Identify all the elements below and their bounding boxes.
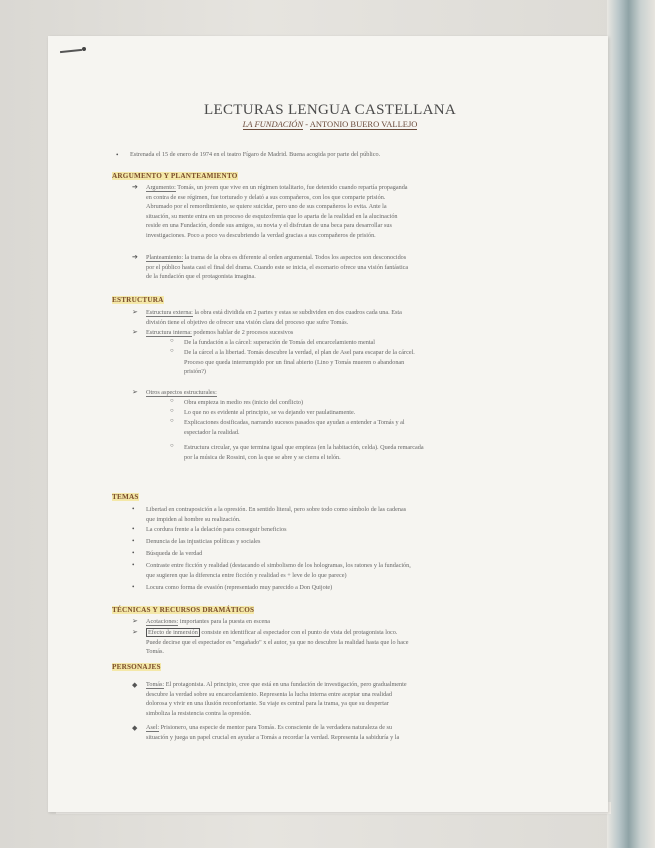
text-line: Explicaciones dosificadas, narrando sucesos pasados que ayudan a entender a Tomás y al: [184, 419, 405, 426]
text-line: Abrumado por el remordimiento, se quiere suicidar, pero uno de sus compañeros lo evita. Ante la: [146, 203, 387, 210]
text-line: podemos hablar de 2 procesos sucesivos: [193, 329, 294, 336]
section-heading-estructura: ESTRUCTURA: [112, 296, 164, 304]
estructura-interna: [146, 328, 556, 338]
personaje-tomas: [146, 680, 556, 718]
text-line: división tiene el objetivo de ofrecer una visión clara del proceso que sufre Tomás.: [146, 318, 349, 326]
otros-item: [184, 398, 554, 408]
text-line: por la música de Rossini, con la que se abre y se cierra el telón.: [184, 453, 341, 461]
text-line: la obra está dividida en 2 partes y estas se subdividen en dos cuadros cada una. Esta: [194, 309, 402, 316]
arrowhead-icon: ➢: [132, 628, 138, 636]
document-title: LECTURAS LENGUA CASTELLANA: [204, 102, 456, 118]
text-line: la trama de la obra es diferente al orden argumental. Todos los aspectos son desconocidos: [184, 254, 407, 261]
circle-bullet-icon: ○: [170, 348, 174, 354]
section-heading-argumento: ARGUMENTO Y PLANTEAMIENTO: [112, 172, 238, 180]
text-line: Puede decirse que el espectador es "engañado" x el autor, ya que no descubre la realidad hasta que lo hace: [146, 638, 409, 646]
tema-item: Denuncia de las injusticias políticas y sociales: [146, 538, 261, 545]
text-line: consiste en identificar al espectador con el punto de vista del protagonista loco.: [201, 629, 398, 636]
text-line: descubre la verdad sobre su encarcelamiento. Representa la lucha interna entre aceptar una realidad: [146, 690, 392, 698]
arrow-icon: ➔: [132, 253, 138, 261]
text-line: Tomás, un joven que vive en un régimen totalitario, fue detenido cuando repartía propaganda: [177, 184, 408, 191]
intro-text: Estrenada el 15 de enero de 1974 en el teatro Fígaro de Madrid. Buena acogida por parte del público.: [130, 151, 381, 158]
arrowhead-icon: ➢: [132, 388, 138, 396]
tema-item: Búsqueda de la verdad: [146, 550, 203, 557]
background-fabric: [607, 0, 655, 848]
text-line: prisión?): [184, 368, 206, 375]
diamond-bullet-icon: ◆: [132, 681, 138, 689]
text-line: Prisionero, una especie de mentor para Tomás. Es consciente de la verdadera naturaleza de su: [160, 724, 392, 731]
text-line: situación y juega un papel crucial en ayudar a Tomás a recordar la verdad. Representa la sabiduría y la: [146, 733, 400, 741]
text-line: en contra de ese régimen, fue torturado y delató a sus compañeros, con los que comparte prisión.: [146, 193, 386, 201]
text-line: Obra empieza in medio res (inicio del conflicto): [184, 399, 304, 406]
diamond-bullet-icon: ◆: [132, 724, 138, 732]
planteamiento-paragraph: [146, 253, 556, 282]
otros-item: [184, 418, 554, 437]
text-line: Lo que no es evidente al principio, se va dejando ver paulatinamente.: [184, 409, 356, 416]
bullet-icon: •: [132, 583, 135, 591]
interna-label: Estructura interna:: [146, 329, 192, 336]
circle-bullet-icon: ○: [170, 398, 174, 404]
bullet-icon: •: [132, 505, 135, 513]
document-subtitle: [112, 119, 548, 129]
bullet-icon: •: [132, 561, 135, 569]
efecto-label: Efecto de inmersión: [148, 629, 198, 636]
acotaciones-item: [146, 617, 556, 627]
interna-item: [184, 338, 554, 348]
bullet-icon: •: [132, 549, 135, 557]
tema-item: Locura como forma de evasión (representado muy parecido a Don Quijote): [146, 584, 333, 591]
section-heading-tecnicas: TÉCNICAS Y RECURSOS DRAMÁTICOS: [112, 606, 255, 614]
arrow-icon: ➔: [132, 183, 138, 191]
subtitle-separator: -: [303, 119, 310, 129]
text-line: Libertad en contraposición a la opresión. En sentido literal, pero sobre todo como símbolo de las cadenas: [146, 506, 407, 513]
text-line: dolorosa y vivir en una ilusión reconfortante. Su viaje es central para la trama, ya que su despertar: [146, 700, 389, 707]
argumento-paragraph: [146, 183, 556, 240]
circle-bullet-icon: ○: [170, 408, 174, 414]
externa-label: Estructura externa:: [146, 309, 193, 316]
text-line: que sugieren que la diferencia entre ficción y realidad es + leve de lo que parece): [146, 571, 347, 579]
section-heading-personajes: PERSONAJES: [112, 663, 161, 671]
section-heading-temas: TEMAS: [112, 493, 139, 501]
text-line: El protagonista. Al principio, cree que está en una fundación de investigación, pero gradualmente: [165, 681, 407, 688]
efecto-inmersion-item: [146, 628, 556, 657]
text-line: reside en una Fundación, donde sus amigos, su novia y el disfrutan de una beca para desarrollar sus: [146, 222, 392, 229]
text-line: De la cárcel a la libertad. Tomás descubre la verdad, el plan de Asel para escapar de la cárcel.: [184, 349, 415, 356]
interna-item: [184, 348, 554, 377]
text-line: investigaciones. Poco a poco va descubriendo la verdad gracias a sus compañeros de prisión.: [146, 231, 376, 239]
otros-aspectos: [146, 388, 556, 398]
planteamiento-label: Planteamiento:: [146, 254, 184, 261]
text-line: simboliza la resistencia contra la opresión.: [146, 709, 252, 717]
otros-label: Otros aspectos estructurales:: [146, 389, 217, 396]
text-line: que impiden al hombre su realización.: [146, 515, 241, 523]
estructura-externa: [146, 308, 556, 327]
bullet-icon: •: [132, 525, 135, 533]
circle-bullet-icon: ○: [170, 443, 174, 449]
author-name: ANTONIO BUERO VALLEJO: [309, 119, 418, 129]
acotaciones-label: Acotaciones:: [146, 618, 179, 625]
text-line: Contraste entre ficción y realidad (destacando el simbolismo de los hologramas, los ratones y la fundación,: [146, 562, 411, 569]
arrowhead-icon: ➢: [132, 308, 138, 316]
text-line: Tomás.: [146, 648, 164, 655]
arrowhead-icon: ➢: [132, 328, 138, 336]
text-line: importantes para la puesta en escena: [179, 618, 271, 625]
bullet-icon: •: [132, 537, 135, 545]
text-line: situación, su mente entra en un proceso de esquizofrenia que lo aparta de la realidad en la alucinación: [146, 212, 398, 220]
text-line: por el público hasta casi el final del drama. Cuando este se inicia, el escenario ofrece una visión fantástica: [146, 263, 409, 271]
tema-item: [146, 505, 556, 524]
tema-item: La cordura frente a la delación para conseguir beneficios: [146, 526, 287, 533]
text-line: De la fundación a la cárcel: superación de Tomás del encarcelamiento mental: [184, 339, 376, 346]
text-line: Proceso que queda interrumpido por un final abierto (Lino y Tomás mueren o abandonan: [184, 358, 405, 366]
tema-item: [146, 561, 556, 580]
otros-item: [184, 443, 554, 462]
otros-item: [184, 408, 554, 418]
circle-bullet-icon: ○: [170, 338, 174, 344]
bullet-icon: •: [116, 151, 119, 159]
personaje-asel: [146, 723, 556, 742]
arrowhead-icon: ➢: [132, 617, 138, 625]
circle-bullet-icon: ○: [170, 418, 174, 424]
work-title: LA FUNDACIÓN: [242, 119, 304, 129]
text-line: espectador la realidad.: [184, 428, 240, 436]
tomas-label: Tomás:: [146, 681, 165, 688]
asel-label: Asel:: [146, 724, 160, 731]
pen-dot: [82, 47, 86, 51]
text-line: Estructura circular, ya que termina igual que empieza (en la habitación, celda). Queda remarcada: [184, 444, 424, 451]
argumento-label: Argumento:: [146, 184, 176, 191]
text-line: de la fundación que el protagonista imagina.: [146, 273, 256, 280]
